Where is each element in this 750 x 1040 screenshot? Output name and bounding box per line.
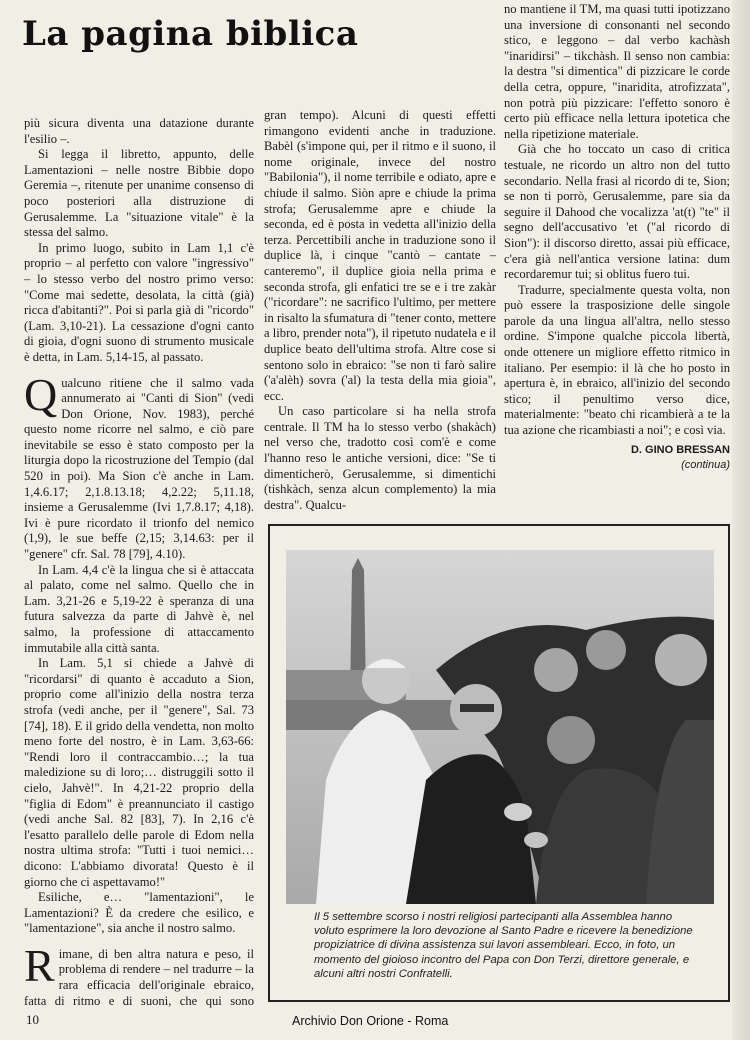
photo-caption: Il 5 settembre scorso i nostri religiosi partecipanti alla Assemblea hanno voluto esprimere la loro devozione al Santo Padre e ricevere la benedizione propiziatrice di divina assistenza sui lavori assembleari. Ecco, in foto, un momento del gioioso incontro del Papa con Don Terzi, direttore generale, e alcuni altri nostri Confratelli.: [314, 911, 693, 980]
paragraph: Esiliche, e… "lamentazioni", le Lamentazioni? È da credere che esilico, e "lamentazione", sia anche il nostro salmo.: [24, 890, 254, 936]
paragraph: In primo luogo, subito in Lam 1,1 c'è proprio – al perfetto con valore "ingressivo" – lo stesso verbo del nostro primo verso: "Come mai sedette, desolata, la città (già) ricca d'abitanti?". Poi si parla già di "ricordo" (Lam. 3,10-21). La cessazione d'ogni canto di gioia, d'ogni suono di strumento musicale è detta, in Lam. 5,14-15, al passato.: [24, 240, 254, 364]
paragraph-drop-cap: Qualcuno ritiene che il salmo vada annumerato ai "Canti di Sion" (vedi Don Orione, Nov. 1983), perché questo nome ricorre nel salmo, e ciò pare inevitabile se esso è stato composto per la liturgia dopo la ricostruzione del Tempio (dal 520 in poi). Ma Sion c'è anche in Lam. 1,4.6.17; 2,1.8.13.18; 4,2.22; 5,11.18, insieme a Gerusalemme (Ivi 1,7.8.17; 4,18). Ivi è pure ricordato il trionfo del nemico (1,9), le sue beffe (2,15; 3,14.63: per il "genere" cfr. Sal. 78 [79], 4.10).: [24, 368, 254, 562]
article-column-2: [264, 108, 496, 528]
page-title: La pagina biblica: [22, 14, 359, 54]
paragraph: no mantiene il TM, ma quasi tutti ipotizzano una inversione di consonanti nel secondo stico, e leggono – dal verbo kachàsh "inaridirsi" – tikchàsh. Il senso non cambia: la destra "si dimentica" di pizzicare le corde della cetra, oppure, "inaridita, atrofizzata", non potrà più pizzicare: l'effetto sonoro è certo più efficace nella lettura ipotetica che nella ripetizione materiale.: [504, 2, 730, 141]
photo-pope-meeting: [286, 550, 714, 904]
paragraph: gran tempo). Alcuni di questi effetti rimangono evidenti anche in traduzione. Babèl (s'impone qui, per il ritmo e il suono, il nome originale, invece del nostro "Babilonia"), il nome terribile e odiato, apre e chiude il salmo. Siòn apre e chiude la prima strofa; Gerusalemme apre e chiude la seconda, ed è posta in vedetta all'inizio della terza. Percettibili anche in traduzione sono il duplice là, i cinque "cantò – cantate – canteremo", il duplice gioia nella prima e seconda strofa, gli enfatici tre se e i tre zakàr ("ricordare": ne sacrifico l'ultimo, per mettere in risalto la sfumatura di "tener conto, mettere a libro, prender nota"), il ripetuto nudatela e il duplice beato dell'ultima strofa. Altre cose si sentono solo in ebraico: "se non ti farò salire ('a'alèh) sovra ('al) la testa della mia gioia", ecc.: [264, 108, 496, 403]
paragraph: Tradurre, specialmente questa volta, non può essere la trasposizione delle singole parole da una lingua all'altra, nello stesso ordine. S'impone qualche piccola libertà, onde ottenere un migliore effetto ritmico in italiano. Per esempio: il là che ho posto in apertura è, in ebraico, all'inizio del secondo stico; il penultimo verso dice, materialmente: "beato chi ricambierà a te la tua azione che ricambiasti a noi"; e così via.: [504, 282, 730, 438]
photo-box: [268, 524, 730, 1002]
paragraph: più sicura diventa una datazione durante l'esilio –.: [24, 116, 254, 146]
paragraph: Si legga il libretto, appunto, delle Lamentazioni – nelle nostre Bibbie dopo Geremia –, ritenute per unanime consenso di poco posteriori alla distruzione di Gerusalemme. La "situazione vitale" è la stessa del salmo.: [24, 147, 254, 240]
paragraph: In Lam. 5,1 si chiede a Jahvè di "ricordarsi" di quanto è accaduto a Sion, proprio come all'inizio della nostra terza strofa (vedi anche, per il "genere", Sal. 73 [74], 18). E il grido della vendetta, non molto meno forte del nostro, è in Lam. 3,63-66: "Rendi loro il contraccambio…; la tua maledizione su di loro;… distruggili sotto il cielo, Jahvè!". In 4,21-22 proprio della "figlia di Edom" è preannunciato il castigo (vedi anche Sal. 82 [83], 7). In 2,16 c'è l'esatto parallelo delle parole di Edom nella nostra ultima strofa: "Tutti i tuoi nemici… dicono: L'abbiamo divorata! Questo è il giorno che ci aspettavamo!": [24, 656, 254, 889]
paragraph-drop-cap: Rimane, di ben altra natura e peso, il problema di rendere – nel tradurre – la rara efficacia dell'originale ebraico, fatta di ritmo e di suoni, che qui sono: [24, 939, 254, 1008]
paragraph: Già che ho toccato un caso di critica testuale, ne ricordo un altro non del tutto secondario. Nella frasi al ricordo di te, Sion; se non ti porrò, Gerusalemme, pare sia da seguire il Dahood che vocalizza 'at(t) "te" il segno dell'accusativo 'et ("al ricordo di Sion"): il discorso diretto, assai più efficace, c'era già nell'antica versione latina: dum recordaremur tui; si oblitus fuero tui.: [504, 142, 730, 282]
article-column-1: [24, 116, 254, 1011]
article-column-3: [504, 2, 730, 488]
archive-watermark: Archivio Don Orione - Roma: [292, 1014, 449, 1028]
page-edge-shadow: [732, 0, 750, 1040]
author-signature: D. GINO BRESSAN: [630, 443, 730, 456]
paragraph: In Lam. 4,4 c'è la lingua che si è attaccata al palato, come nel salmo. Quello che in Lam. 3,21-26 e 5,19-22 è speranza di una futura salvezza da parte di Jahvè è, nel salmo, la professione di attaccamento immutabile alla città santa.: [24, 562, 254, 655]
page-number: 10: [26, 1012, 39, 1027]
paragraph: Un caso particolare si ha nella strofa centrale. Il TM ha lo stesso verbo (shakàch) nel verso che, tradotto così com'è e come l'hanno reso le antiche versioni, dice: "Se ti dimenticherò, Gerusalemme, si dimentichi (tishkàch, senza alcun complemento) la mia destra". Qualcu-: [264, 404, 496, 512]
continued-label: (continua): [681, 459, 730, 472]
photo-illustration: [286, 550, 714, 904]
